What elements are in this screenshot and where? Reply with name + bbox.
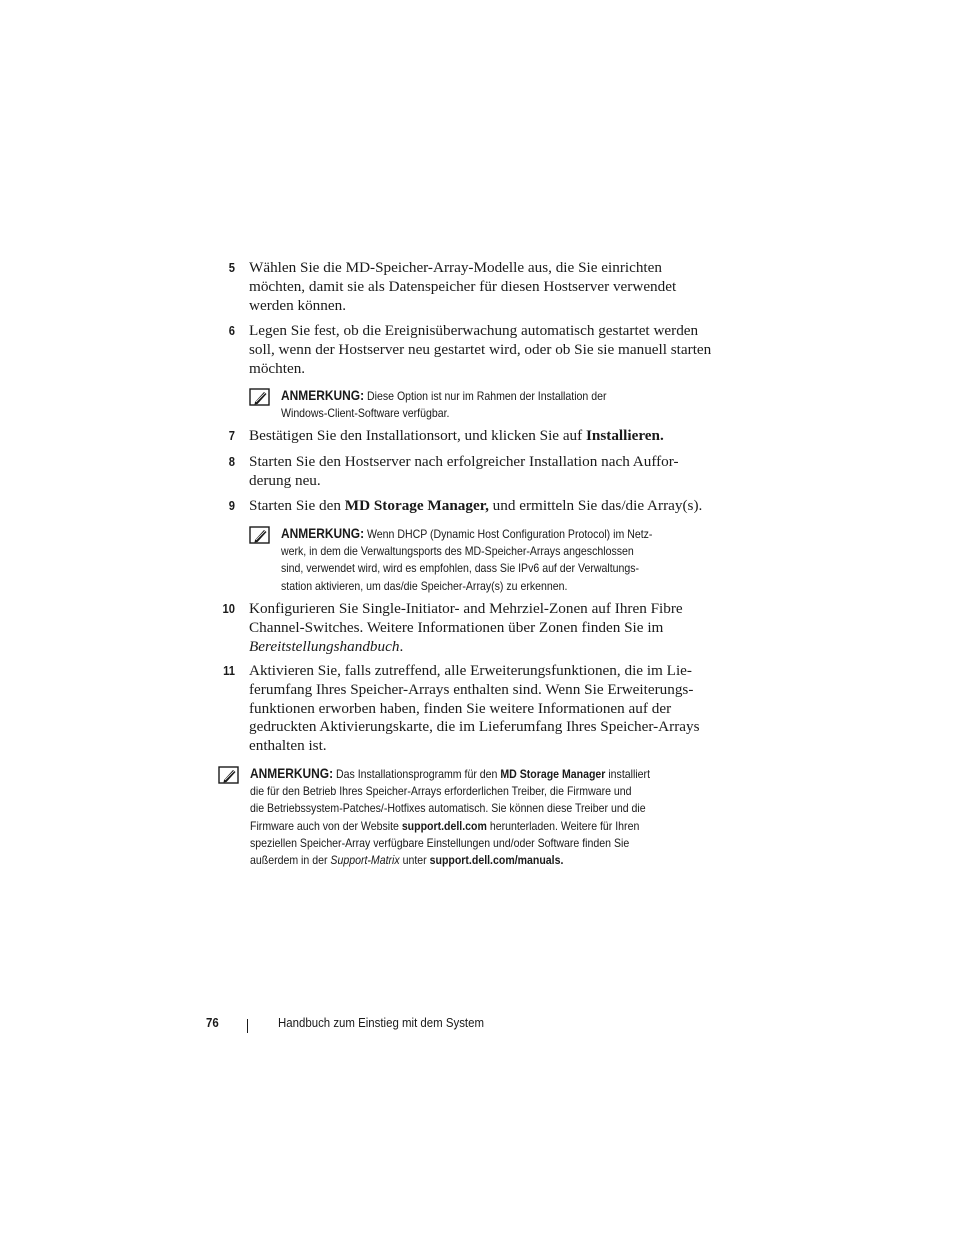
- step-5: [228, 259, 719, 315]
- note-text: außerdem in der: [250, 853, 331, 868]
- step-7: [228, 427, 719, 446]
- step-text: enthalten ist.: [249, 737, 327, 755]
- note-pencil-icon: [218, 766, 239, 784]
- note-block: [250, 765, 720, 869]
- manuals-link[interactable]: support.dell.com/manuals.: [429, 853, 564, 868]
- step-number: 9: [228, 498, 235, 513]
- note-text: die für den Betrieb Ihres Speicher-Arrays erforderlichen Treiber, die Firmware und: [250, 784, 632, 799]
- step-text: und ermitteln Sie das/die Array(s).: [488, 497, 703, 514]
- step-text: ferumfang Ihres Speicher-Arrays enthalten sind. Wenn Sie Erweiterungs-: [249, 680, 694, 698]
- note-text: die Betriebssystem-Patches/-Hotfixes automatisch. Sie können diese Treiber und die: [250, 801, 646, 816]
- step-number: 8: [228, 454, 235, 469]
- step-number: 5: [228, 260, 235, 275]
- footer-divider: [247, 1019, 248, 1033]
- page-footer: [206, 1015, 606, 1035]
- note-text: speziellen Speicher-Array verfügbare Einstellungen und/oder Software finden Sie: [250, 835, 630, 850]
- step-number: 6: [228, 323, 235, 338]
- step-number: 11: [223, 663, 235, 678]
- product-name: MD Storage Manager,: [344, 497, 489, 514]
- step-8: [228, 453, 719, 491]
- step-text: funktionen erworben haben, finden Sie weitere Informationen auf der: [249, 699, 672, 717]
- step-text: .: [399, 637, 404, 655]
- step-text: Bestätigen Sie den Installationsort, und klicken Sie auf: [249, 427, 587, 444]
- footer-title: Handbuch zum Einstieg mit dem System: [278, 1015, 485, 1030]
- step-text: Starten Sie den: [249, 497, 345, 514]
- step-text: Aktivieren Sie, falls zutreffend, alle Erweiterungsfunktionen, die im Lie-: [249, 662, 692, 679]
- note-text: Firmware auch von der Website: [250, 818, 402, 833]
- note-label: ANMERKUNG:: [250, 766, 334, 781]
- note-text: herunterladen. Weitere für Ihren: [486, 818, 640, 833]
- note-text: sind, verwendet wird, wird es empfohlen, dass Sie IPv6 auf der Verwaltungs-: [281, 561, 640, 576]
- step-text: derung neu.: [249, 471, 321, 489]
- note-text: station aktivieren, um das/die Speicher-Array(s) zu erkennen.: [281, 578, 568, 593]
- step-number: 10: [222, 601, 235, 616]
- install-keyword: Installieren.: [586, 427, 664, 444]
- step-9: [228, 497, 719, 516]
- support-matrix-title: Support-Matrix: [330, 853, 400, 868]
- note-text: Das Installationsprogramm für den: [333, 767, 501, 781]
- note-block: [281, 387, 751, 422]
- step-text: Konfigurieren Sie Single-Initiator- and Mehrziel-Zonen auf Ihren Fibre Channel-Switches. Weitere Informationen über Zonen finden Sie im: [249, 600, 683, 636]
- guide-title: Bereitstellungshandbuch: [249, 637, 400, 655]
- step-text: Wählen Sie die MD-Speicher-Array-Modelle aus, die Sie einrichten möchten, damit sie als Datenspeicher für diesen Hostserver verwendet werden können.: [249, 259, 677, 314]
- step-6: [228, 322, 719, 378]
- page-number: 76: [206, 1015, 219, 1030]
- note-text: Diese Option ist nur im Rahmen der Installation der: [364, 389, 607, 403]
- step-number: 7: [228, 428, 235, 443]
- note-text: Windows-Client-Software verfügbar.: [281, 406, 450, 421]
- note-label: ANMERKUNG:: [281, 388, 365, 403]
- product-name: MD Storage Manager: [500, 767, 606, 781]
- note-block: [281, 525, 751, 595]
- note-text: installiert: [605, 767, 651, 781]
- note-label: ANMERKUNG:: [281, 526, 365, 541]
- step-11: [223, 662, 719, 756]
- step-text: gedruckten Aktivierungskarte, die im Lieferumfang Ihres Speicher-Arrays: [249, 718, 700, 736]
- note-text: werk, in dem die Verwaltungsports des MD-Speicher-Arrays angeschlossen: [281, 544, 634, 559]
- note-text: unter: [399, 853, 430, 868]
- note-pencil-icon: [249, 526, 270, 544]
- note-pencil-icon: [249, 388, 270, 406]
- note-text: Wenn DHCP (Dynamic Host Configuration Protocol) im Netz-: [364, 527, 653, 541]
- step-10: [222, 600, 719, 656]
- step-text: Starten Sie den Hostserver nach erfolgreicher Installation nach Auffor-: [249, 453, 679, 470]
- step-text: Legen Sie fest, ob die Ereignisüberwachung automatisch gestartet werden soll, wenn der Hostserver neu gestartet wird, oder ob Sie sie manuell starten möchten.: [249, 322, 712, 377]
- support-link[interactable]: support.dell.com: [401, 818, 487, 833]
